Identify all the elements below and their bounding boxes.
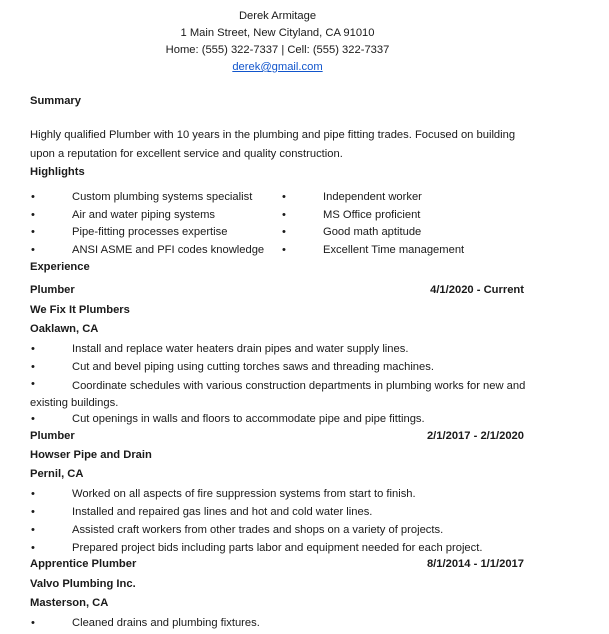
job-location: Masterson, CA bbox=[30, 597, 109, 609]
duty-text: Install and replace water heaters drain pipes and water supply lines. bbox=[72, 343, 409, 355]
duty-text: Assisted craft workers from other trades and shops on a variety of projects. bbox=[72, 524, 444, 536]
email-link[interactable]: derek@gmail.com bbox=[232, 61, 323, 73]
job-title: Apprentice Plumber bbox=[30, 558, 137, 570]
highlight-text: Independent worker bbox=[323, 191, 422, 203]
bullet: • bbox=[282, 191, 286, 203]
bullet: • bbox=[31, 506, 35, 518]
bullet: • bbox=[31, 542, 35, 554]
experience-heading: Experience bbox=[30, 261, 90, 273]
job-dates: 8/1/2014 - 1/1/2017 bbox=[426, 558, 524, 570]
job-location: Pernil, CA bbox=[30, 468, 84, 480]
highlight-text: ANSI ASME and PFI codes knowledge bbox=[72, 244, 265, 256]
highlight-text: Pipe-fitting processes expertise bbox=[72, 226, 228, 238]
bullet: • bbox=[282, 226, 286, 238]
email-container bbox=[0, 61, 555, 73]
duty-text: Worked on all aspects of fire suppression systems from start to finish. bbox=[72, 488, 416, 500]
job-title: Plumber bbox=[30, 430, 75, 442]
duty-text: Cut openings in walls and floors to accommodate pipe and pipe fittings. bbox=[72, 413, 425, 425]
job-location: Oaklawn, CA bbox=[30, 323, 99, 335]
highlight-text: Air and water piping systems bbox=[72, 209, 216, 221]
bullet: • bbox=[31, 378, 35, 390]
duty-text: Cleaned drains and plumbing fixtures. bbox=[72, 617, 260, 629]
job-dates: 2/1/2017 - 2/1/2020 bbox=[426, 430, 524, 442]
highlights-heading: Highlights bbox=[30, 166, 85, 178]
company-name: Howser Pipe and Drain bbox=[30, 449, 152, 461]
summary-text: Highly qualified Plumber with 10 years in the plumbing and pipe fitting trades. Focused on building upon a reputation for excellent service and quality construction. bbox=[30, 129, 516, 160]
job-title: Plumber bbox=[30, 284, 75, 296]
bullet: • bbox=[31, 361, 35, 373]
bullet: • bbox=[282, 244, 286, 256]
highlight-text: Good math aptitude bbox=[323, 226, 422, 238]
phone-numbers: Home: (555) 322-7337 | Cell: (555) 322-7337 bbox=[165, 44, 390, 56]
bullet: • bbox=[31, 524, 35, 536]
bullet: • bbox=[31, 617, 35, 629]
job-dates: 4/1/2020 - Current bbox=[430, 284, 524, 296]
bullet: • bbox=[31, 343, 35, 355]
highlight-text: MS Office proficient bbox=[323, 209, 421, 221]
bullet: • bbox=[31, 413, 35, 425]
company-name: We Fix It Plumbers bbox=[30, 304, 130, 316]
bullet: • bbox=[31, 226, 35, 238]
bullet: • bbox=[282, 209, 286, 221]
highlight-text: Excellent Time management bbox=[323, 244, 465, 256]
duty-text: Installed and repaired gas lines and hot and cold water lines. bbox=[72, 506, 373, 518]
bullet: • bbox=[31, 209, 35, 221]
duty-text: Coordinate schedules with various construction departments in plumbing works for new and existing buildings. bbox=[30, 380, 526, 409]
bullet: • bbox=[31, 488, 35, 500]
bullet: • bbox=[31, 244, 35, 256]
applicant-name: Derek Armitage bbox=[238, 10, 317, 22]
highlight-text: Custom plumbing systems specialist bbox=[72, 191, 253, 203]
summary-heading: Summary bbox=[30, 95, 81, 107]
duty-text: Cut and bevel piping using cutting torches saws and threading machines. bbox=[72, 361, 434, 373]
company-name: Valvo Plumbing Inc. bbox=[30, 578, 136, 590]
address: 1 Main Street, New Cityland, CA 91010 bbox=[180, 27, 375, 39]
duty-text: Prepared project bids including parts labor and equipment needed for each project. bbox=[72, 542, 483, 554]
bullet: • bbox=[31, 191, 35, 203]
